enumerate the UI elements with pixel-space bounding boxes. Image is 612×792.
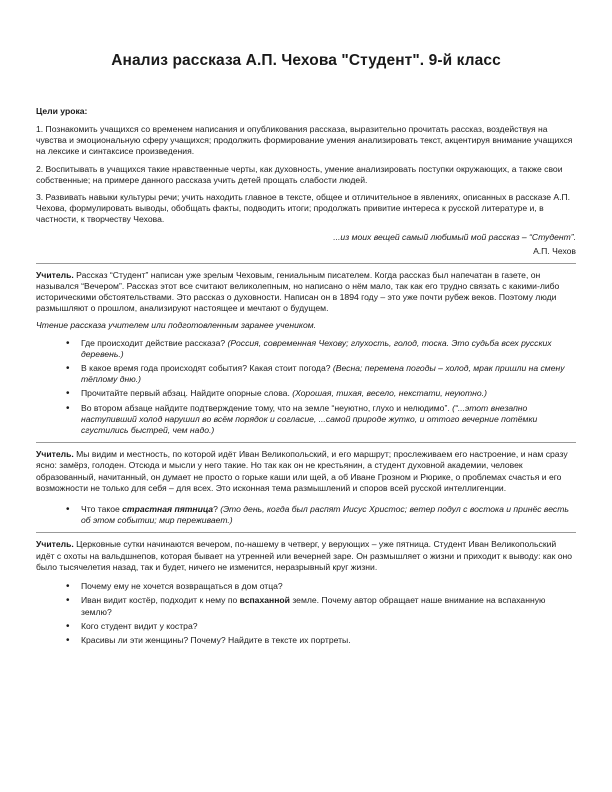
answer-text: (Хорошая, тихая, весело, некстати, неуютно.) bbox=[292, 388, 487, 399]
teacher-paragraph-3 bbox=[36, 539, 576, 573]
goal-item: 2. Воспитывать в учащихся такие нравственные черты, как духовность, умение анализировать поступки окружающих, а также свои собственные; на примере данного рассказа учить детей прощать слабости людей. bbox=[36, 163, 563, 185]
reading-note: Чтение рассказа учителем или подготовленным заранее учеником. bbox=[36, 320, 317, 331]
list-item bbox=[68, 504, 576, 526]
paragraph-text: Мы видим и местность, по которой идёт Иван Великопольский, и его маршрут; прослеживаем его настроение, и нам сразу ясно: замёрз, голоден. Отсюда и мысли у него такие. Но так как он не крестьянин, а студент духовной академии, человек образованный, начитанный, он думает не просто о горьке каши или щей, а об Иване Грозном и Рюрике, о проблемах счастья и его возможности не только для себя – для всех. Это исконная тема размышлений и споров всей русской интеллигенции. bbox=[36, 449, 568, 493]
answer-text: (“...этот внезапно наступивший холод нарушил во всём порядок и согласие, ...самой природе жутко, и оттого вечерние потёмки сгустились быстрей, чем надо.) bbox=[81, 402, 538, 436]
goal-item: 3. Развивать навыки культуры речи; учить находить главное в тексте, общее и отличительное в явлениях, описанных в рассказе А.П. Чехова, формулировать выводы, обобщать факты, подводить итоги; продолжать привитие интереса к русской литературе и, в частности, к творчеству Чехова. bbox=[36, 192, 571, 225]
question-list-3 bbox=[36, 581, 576, 646]
question-text: Где происходит действие рассказа? bbox=[81, 337, 228, 348]
list-item: • Кого студент видит у костра? bbox=[68, 621, 576, 632]
answer-text: (Россия, современная Чехову; глухость, голод, тоска. Это судьба всех русских деревень.) bbox=[81, 337, 552, 359]
question-text: ? bbox=[213, 504, 221, 515]
list-item bbox=[68, 338, 576, 360]
teacher-paragraph-2 bbox=[36, 449, 576, 494]
list-item bbox=[68, 363, 576, 385]
paragraph-text: Церковные сутки начинаются вечером, по-нашему в четверг, у верующих – уже пятница. Студент Иван Великопольский идёт с охоты на вальдшнепов, которая бывает на утренней или вечерней заре. Он размышляет о жизни и приходит к выводу: как оно было тысячелетия назад, так и будет, ничего не изменится, неразрывный круг жизни. bbox=[36, 539, 573, 572]
paragraph-text: Рассказ “Студент” написан уже зрелым Чеховым, гениальным писателем. Когда рассказ был напечатан в газете, он назывался “Вечером”. Рассказ этот все считают великолепным, но написано о нём мало, так как его трудно связать с какими-либо историческими обстоятельствами. Это рассказ о духовности. Написан он в 1894 году – это уже почти рубеж веков. Поэтому люди размышляют о прошлом, анализируют настоящее и мечтают о будущем. bbox=[36, 269, 560, 314]
question-list-2 bbox=[36, 504, 576, 526]
list-item: • Красивы ли эти женщины? Почему? Найдите в тексте их портреты. bbox=[68, 635, 576, 646]
divider bbox=[36, 532, 576, 533]
divider bbox=[36, 263, 576, 264]
list-item: • Почему ему не хочется возвращаться в дом отца? bbox=[68, 581, 576, 592]
question-text: Иван видит костёр, подходит к нему по bbox=[81, 595, 240, 606]
epigraph-author: А.П. Чехов bbox=[533, 245, 576, 256]
divider bbox=[36, 442, 576, 443]
speaker-label: Учитель. bbox=[36, 269, 74, 280]
question-text: земле. Почему автор обращает наше внимание на вспаханную землю? bbox=[81, 595, 546, 617]
speaker-label: Учитель. bbox=[36, 539, 74, 550]
document-page bbox=[36, 52, 576, 652]
speaker-label: Учитель. bbox=[36, 449, 74, 460]
page-title: Анализ рассказа А.П. Чехова "Студент". 9-й класс bbox=[111, 52, 501, 69]
key-term: вспаханной bbox=[239, 595, 290, 606]
question-list-1 bbox=[36, 338, 576, 437]
goals-heading: Цели урока: bbox=[36, 106, 88, 116]
answer-text: (Весна; перемена погоды – холод, мрак пришли на смену тёплому дню.) bbox=[81, 363, 565, 385]
list-item bbox=[68, 388, 576, 399]
epigraph-quote: ...из моих вещей самый любимый мой рассказ – “Студент”. bbox=[333, 231, 576, 242]
goal-item: 1. Познакомить учащихся со временем написания и опубликования рассказа, выразительно прочитать рассказ, воздействуя на чувства и эмоциональную сферу учащихся; продолжить формирование умения анализировать текст, акцентируя внимание учащихся на лексике и синтаксисе произведения. bbox=[36, 124, 573, 157]
question-text: Прочитайте первый абзац. Найдите опорные слова. bbox=[81, 388, 293, 399]
answer-text: (Это день, когда был распят Иисус Христос; ветер подул с востока и принёс весть об этом событии; мир переживает.) bbox=[81, 504, 569, 526]
teacher-paragraph-1 bbox=[36, 270, 576, 315]
key-term: страстная пятница bbox=[122, 504, 214, 515]
list-item bbox=[68, 403, 576, 437]
question-text: Что такое bbox=[81, 504, 123, 515]
question-text: В какое время года происходят события? Какая стоит погода? bbox=[81, 363, 333, 374]
list-item bbox=[68, 595, 576, 617]
question-text: Во втором абзаце найдите подтверждение тому, что на земле “неуютно, глухо и нелюдимо”. bbox=[81, 402, 453, 413]
